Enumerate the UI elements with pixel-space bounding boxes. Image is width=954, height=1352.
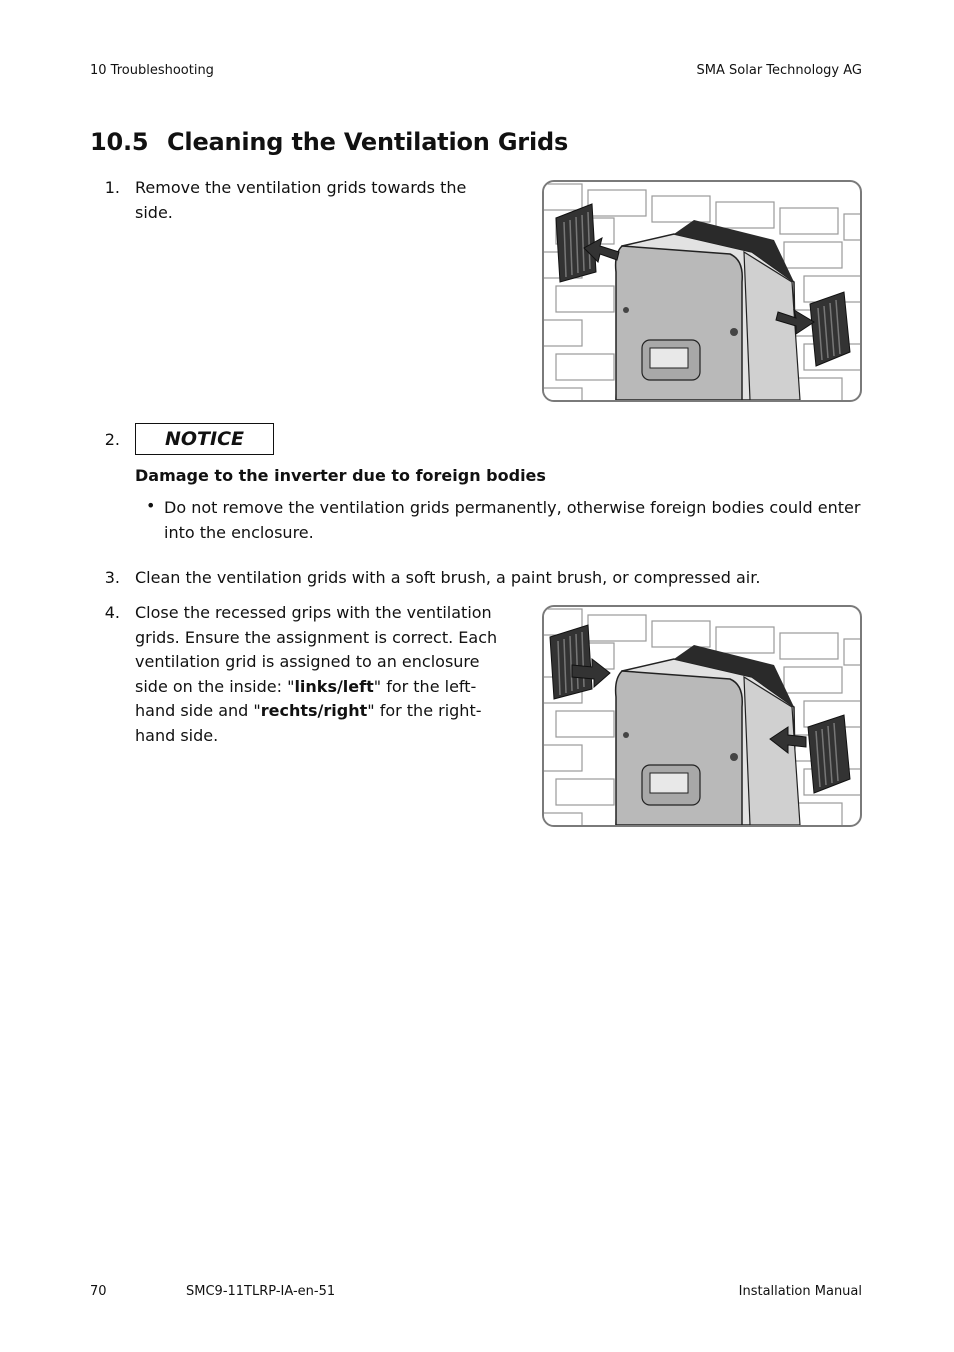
step-3-text: Clean the ventilation grids with a soft brush, a paint brush, or compressed air. [135, 568, 761, 587]
notice-label: NOTICE [135, 423, 274, 455]
illustration-remove-grids [542, 180, 862, 402]
notice-heading: Damage to the inverter due to foreign bodies [135, 466, 546, 485]
notice-bullet-text: Do not remove the ventilation grids permanently, otherwise foreign bodies could enter into the enclosure. [164, 498, 861, 542]
footer-page-number: 70 [90, 1284, 107, 1299]
footer-manual-title: Installation Manual [738, 1284, 862, 1299]
section-heading [90, 128, 568, 156]
header-section-label: 10 Troubleshooting [90, 63, 214, 78]
bullet-dot: • [146, 496, 156, 515]
header-company: SMA Solar Technology AG [696, 63, 862, 78]
label-links-left: links/left [294, 676, 374, 696]
section-title: Cleaning the Ventilation Grids [167, 128, 569, 156]
step-1-number: 1. [104, 178, 120, 197]
step-3-number: 3. [104, 568, 120, 587]
illustration-insert-grids [542, 605, 862, 827]
step-4-text: Close the recessed grips with the ventilation grids. Ensure the assignment is correct. Each ventilation grid is assigned to an enclosure side on the inside: "links/left" for the left-hand side and "rechts/right" for the right-hand side. [135, 603, 498, 745]
step-4-number: 4. [104, 603, 120, 622]
step-2-number: 2. [104, 430, 120, 449]
footer-doc-id: SMC9-11TLRP-IA-en-51 [186, 1284, 336, 1299]
step-1-text: Remove the ventilation grids towards the side. [135, 178, 467, 222]
section-number: 10.5 [90, 128, 149, 156]
label-rechts-right: rechts/right [260, 701, 368, 720]
